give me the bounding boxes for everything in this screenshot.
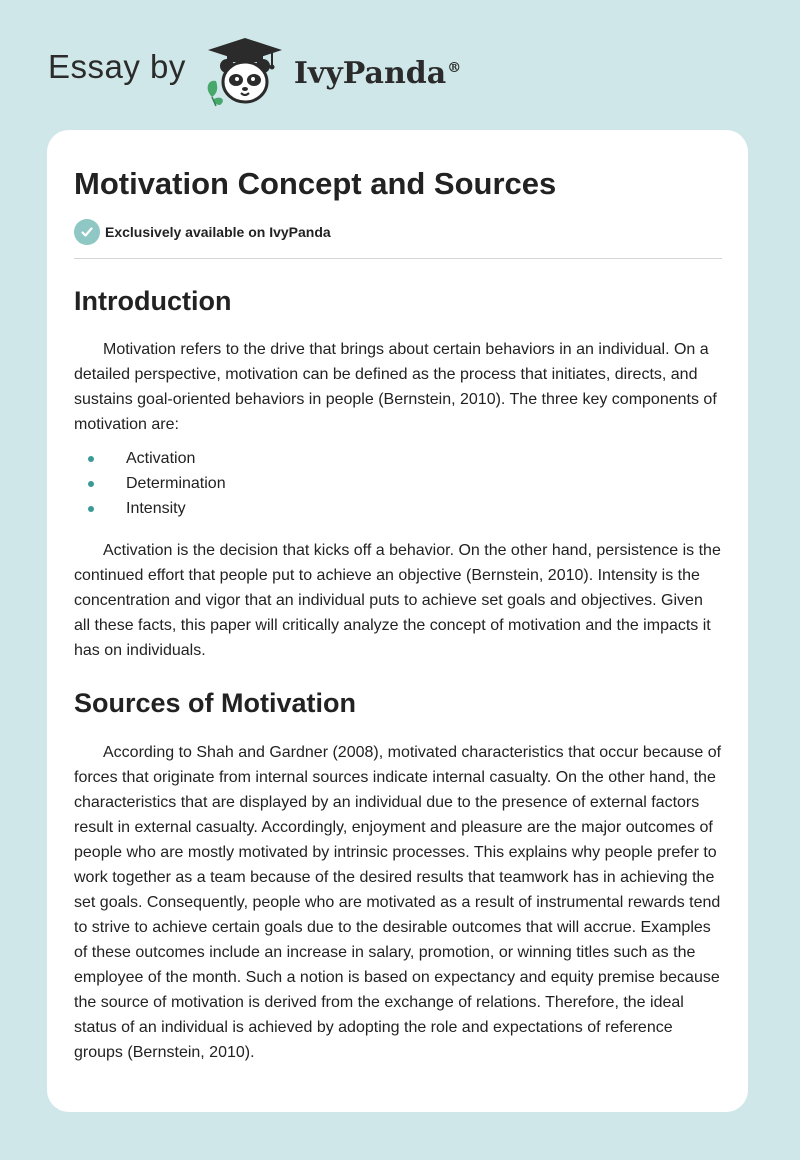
article-card (47, 130, 748, 1112)
brand-name[interactable]: IvyPanda® (293, 55, 462, 91)
brand-prefix: Essay by (48, 48, 186, 85)
title-divider (74, 258, 722, 259)
paragraph: Activation is the decision that kicks off a behavior. On the other hand, persistence is the continued effort that people put to achieve an objective (Bernstein, 2010). Intensity is the concentration and vigor that an individual puts to achieve set goals and objectives. Given all these facts, this paper will critically analyze the concept of motivation and the impacts it has on individuals. (74, 542, 721, 659)
section-heading: Introduction (74, 286, 232, 316)
list-item: Determination (74, 471, 722, 496)
check-icon (74, 219, 100, 245)
site-header (48, 36, 461, 106)
section-heading: Sources of Motivation (74, 688, 357, 718)
exclusive-badge (74, 219, 722, 245)
list-item: Intensity (74, 496, 722, 521)
list-item: Activation (74, 446, 722, 471)
exclusive-badge-label: Exclusively available on IvyPanda (105, 224, 331, 240)
paragraph: Motivation refers to the drive that brings about certain behaviors in an individual. On a detailed perspective, motivation can be defined as the process that initiates, directs, and sustains goal-oriented behaviors in people (Bernstein, 2010). The three key components of motivation are: (74, 341, 717, 433)
bullet-icon (88, 456, 94, 462)
bullet-icon (88, 481, 94, 487)
section-introduction (74, 283, 722, 663)
bullet-icon (88, 506, 94, 512)
components-list (74, 446, 722, 521)
panda-logo-icon[interactable] (200, 35, 290, 107)
section-sources-of-motivation (74, 685, 722, 1065)
article-title: Motivation Concept and Sources (74, 166, 557, 201)
paragraph: According to Shah and Gardner (2008), motivated characteristics that occur because of forces that originate from internal sources indicate internal casualty. On the other hand, the characteristics that are displayed by an individual due to the presence of external factors result in external casualty. Accordingly, enjoyment and pleasure are the major outcomes of people who are mostly motivated by intrinsic processes. This explains why people prefer to work together as a team because of the desired results that teamwork has in achieving the set goals. Consequently, people who are motivated as a result of instrumental rewards tend to strive to achieve certain goals due to the desirable outcomes that will accrue. Examples of these outcomes include an increase in salary, promotion, or winning titles such as the employee of the month. Such a notion is based on expectancy and equity premise because the source of motivation is derived from the exchange of relations. Therefore, the ideal status of an individual is achieved by adopting the role and expectations of reference groups (Bernstein, 2010). (74, 744, 722, 1061)
